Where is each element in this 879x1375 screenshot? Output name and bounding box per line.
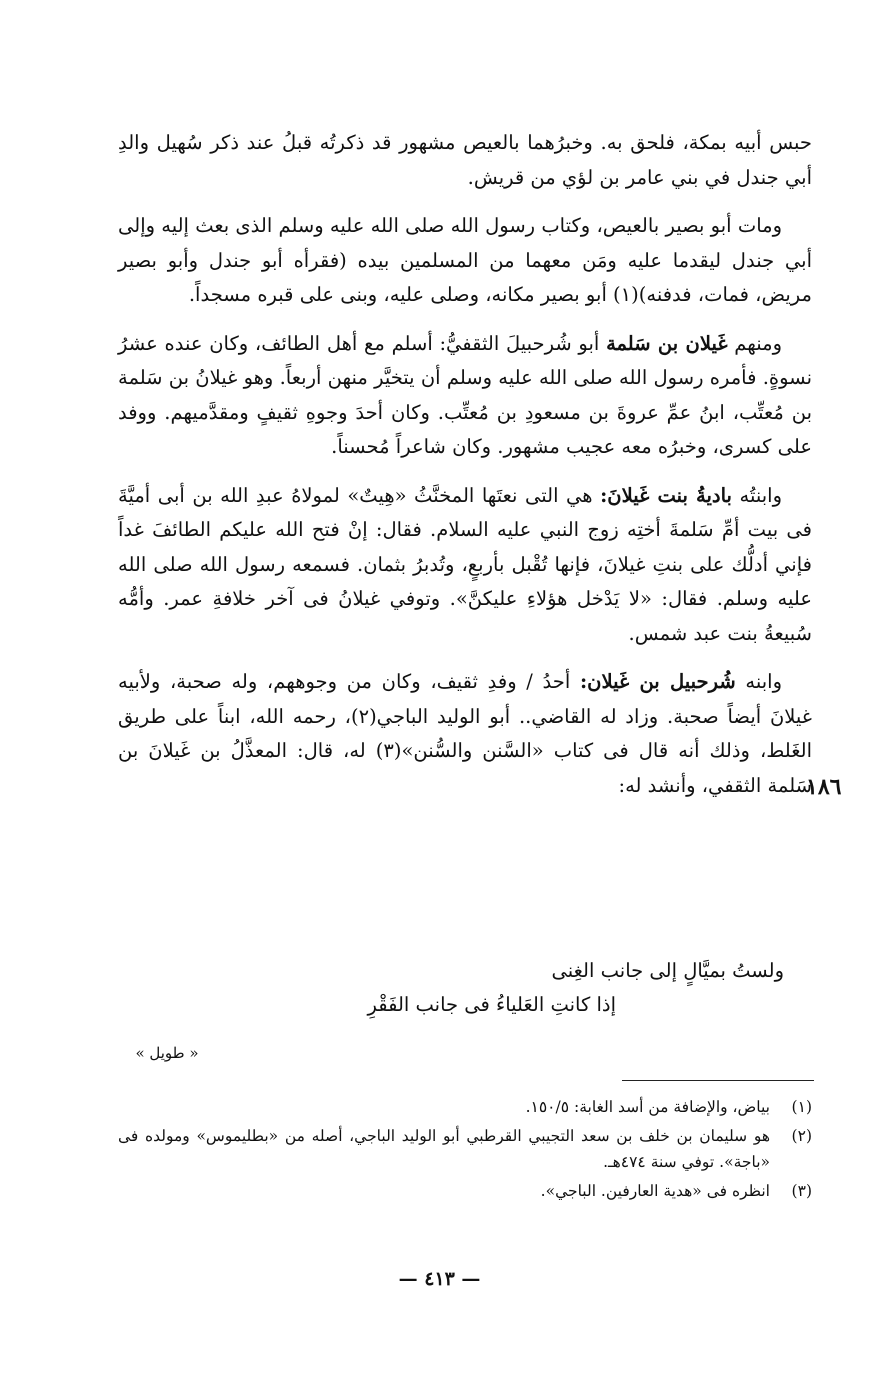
footnote-number: (١) — [791, 1098, 812, 1116]
footnote-separator — [622, 1080, 814, 1081]
paragraph-3 — [118, 327, 812, 465]
paragraph-2-text: ومات أبو بصير بالعيص، وكتاب رسول الله صلى الله عليه وسلم الذى بعث إليه وإلى أبي جندل ليقدما عليه ومَن معهما من المسلمين بيده (فقرأه أبو جندل وأبو بصير مريض، فمات، فدفنه)(١) أبو بصير مكانه، وصلى عليه، وبنى على قبره مسجداً. — [118, 214, 812, 306]
paragraph-4-lead: وابنتُه — [739, 483, 782, 507]
entry-name-ghaylan: غَيلان بن سَلمة — [606, 331, 728, 355]
footnote-text: هو سليمان بن خلف بن سعد التجيبي القرطبي أبو الوليد الباجي، أصله من «بطليموس» ومولده فى «باجة». توفي سنة ٤٧٤هـ. — [118, 1127, 771, 1171]
paragraph-4 — [118, 479, 812, 652]
footnote-text: بياض، والإضافة من أسد الغابة: ١٥٠/٥. — [525, 1098, 770, 1116]
margin-page-reference: ١٨٦ — [806, 774, 842, 800]
paragraph-5-text: أحدُ / وفدِ ثقيف، وكان من وجوههم، وله صحبة، ولأبيه غيلانَ أيضاً صحبة. وزاد له القاضي.. أبو الوليد الباجي(٢)، رحمه الله، ابناً على طريق الغَلط، وذلك أنه قال فى كتاب «السَّنن والسُّنن»(٣) له، قال: المعذَّلُ بن غَيلانَ بن سَلمة الثقفي، وأنشد له: — [118, 670, 813, 797]
footnote — [118, 1094, 812, 1120]
paragraph-2 — [118, 209, 812, 313]
verse-second-hemistich: إذا كانتِ العَلياءُ فى جانب الفَقْرِ — [367, 993, 616, 1016]
footnote-number: (٢) — [791, 1127, 812, 1145]
paragraph-3-lead: ومنهم — [734, 331, 782, 355]
footnotes — [118, 1094, 812, 1207]
verse-first-hemistich: ولستُ بميَّالٍ إلى جانب الغِنى — [551, 959, 784, 982]
paragraph-5 — [118, 665, 812, 803]
footnote — [118, 1123, 812, 1175]
poem-meter-label: « طويل » — [135, 1044, 199, 1062]
paragraph-3-text: أبو شُرحبيلَ الثقفيُّ: أسلم مع أهل الطائف، وكان عنده عشرُ نسوةٍ. فأمره رسول الله صلى الله عليه وسلم أن يتخيَّر منهن أربعاً. وهو غيلانُ بن سَلمة بن مُعتِّب، ابنُ عمِّ عروةَ بن مسعودِ بن مُعتِّب. وكان أحدَ وجوهِ ثقيفٍ ومقدَّميهم. ووفد على كسرى، وخبرُه معه عجيب مشهور. وكان شاعراً مُحسناً. — [118, 331, 812, 458]
page-number: — ٤١٣ — — [398, 1268, 481, 1290]
paragraph-5-lead: وابنه — [745, 670, 782, 693]
footnote-text: انظره فى «هدية العارفين. الباجي». — [540, 1182, 770, 1200]
paragraph-1-text: حبس أبيه بمكة، فلحق به. وخبرُهما بالعيص مشهور قد ذكرتُه قبلُ عند ذكر سُهيل والدِ أبي جندل في بني عامر بن لؤي من قريش. — [118, 131, 812, 189]
entry-name-shurahbil: شُرحبيل بن غَيلان: — [579, 670, 736, 693]
paragraph-4-text: هي التى نعتَها المخنَّثُ «هِيتٌ» لمولاهُ عبدِ الله بن أبى أميَّةَ فى بيت أمِّ سَلمةَ أختِه زوج النبي عليه السلام. فقال: إنْ فتح الله عليكم الطائفَ غداً فإني أدلُّك على بنتِ غيلانَ، فإنها تُقْبل بأربعٍ، وتُدبرُ بثمان. فسمعه رسول الله صلى الله عليه وسلم. فقال: «لا يَدْخل هؤلاءِ عليكنَّ». وتوفي غيلانُ فى آخر خلافةِ عمر. وأمُّه سُبيعةُ بنت عبد شمس. — [118, 483, 812, 645]
footnote-number: (٣) — [791, 1182, 812, 1200]
footnote — [118, 1178, 812, 1204]
poem-verse — [226, 954, 786, 1022]
main-text — [118, 126, 812, 803]
entry-name-badiya: باديةُ بنت غَيلانَ: — [600, 483, 732, 507]
paragraph-1 — [118, 126, 812, 195]
